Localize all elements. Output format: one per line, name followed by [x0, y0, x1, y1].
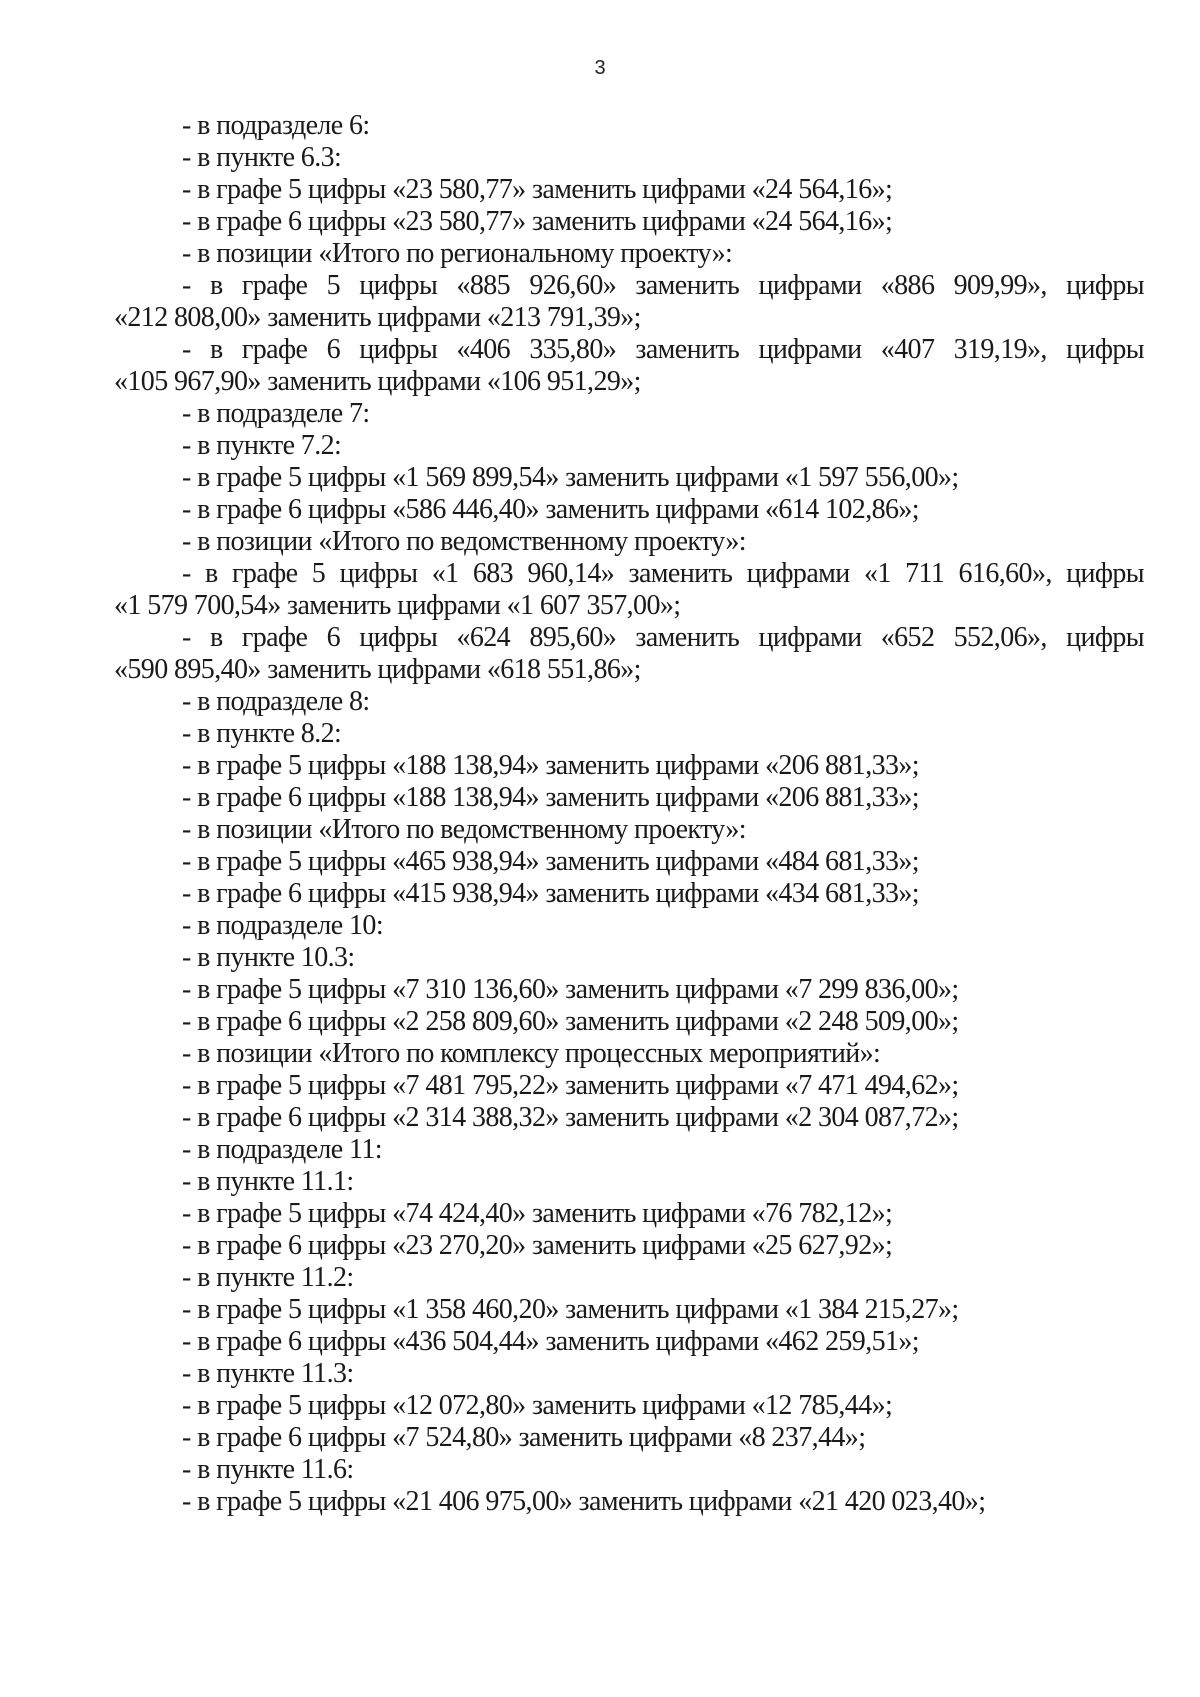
text-line: «212 808,00» заменить цифрами «213 791,39»;	[114, 302, 641, 333]
text-line: - в графе 6 цифры «23 580,77» заменить цифрами «24 564,16»;	[182, 206, 893, 237]
text-line: - в графе 5 цифры «1 358 460,20» заменить цифрами «1 384 215,27»;	[182, 1294, 959, 1325]
text-line: - в графе 5 цифры «21 406 975,00» заменить цифрами «21 420 023,40»;	[182, 1486, 986, 1517]
text-line: - в графе 6 цифры «188 138,94» заменить цифрами «206 881,33»;	[182, 782, 919, 813]
text-line: - в графе 5 цифры «885 926,60» заменить цифрами «886 909,99», цифры	[182, 270, 1144, 301]
text-line: - в подразделе 8:	[182, 686, 370, 717]
text-line: - в подразделе 6:	[182, 110, 370, 141]
text-line: - в позиции «Итого по ведомственному проекту»:	[182, 526, 746, 557]
text-line: - в пункте 8.2:	[182, 718, 342, 749]
text-line: - в пункте 10.3:	[182, 942, 355, 973]
text-line: - в пункте 11.2:	[182, 1262, 354, 1293]
text-line: - в подразделе 11:	[182, 1134, 382, 1165]
text-line: - в графе 5 цифры «7 481 795,22» заменить цифрами «7 471 494,62»;	[182, 1070, 959, 1101]
text-line: - в позиции «Итого по ведомственному проекту»:	[182, 814, 746, 845]
text-line: - в графе 6 цифры «586 446,40» заменить цифрами «614 102,86»;	[182, 494, 919, 525]
text-line: - в графе 5 цифры «1 569 899,54» заменить цифрами «1 597 556,00»;	[182, 462, 959, 493]
text-line: - в графе 5 цифры «7 310 136,60» заменить цифрами «7 299 836,00»;	[182, 974, 959, 1005]
text-line: - в графе 5 цифры «74 424,40» заменить цифрами «76 782,12»;	[182, 1198, 893, 1229]
text-line: - в позиции «Итого по региональному проекту»:	[182, 238, 733, 269]
text-line: - в подразделе 7:	[182, 398, 370, 429]
text-line: - в графе 5 цифры «1 683 960,14» заменить цифрами «1 711 616,60», цифры	[182, 558, 1144, 589]
text-line: - в графе 6 цифры «415 938,94» заменить цифрами «434 681,33»;	[182, 878, 919, 909]
text-line: - в пункте 7.2:	[182, 430, 342, 461]
text-line: - в позиции «Итого по комплексу процессных мероприятий»:	[182, 1038, 881, 1069]
page-number: 3	[594, 57, 606, 79]
text-line: - в подразделе 10:	[182, 910, 384, 941]
text-line: - в пункте 11.1:	[182, 1166, 354, 1197]
document-body	[114, 110, 1144, 1518]
text-line: - в пункте 11.3:	[182, 1358, 354, 1389]
text-line: - в графе 6 цифры «406 335,80» заменить цифрами «407 319,19», цифры	[182, 334, 1144, 365]
text-line: - в графе 6 цифры «2 258 809,60» заменить цифрами «2 248 509,00»;	[182, 1006, 959, 1037]
text-line: - в графе 5 цифры «23 580,77» заменить цифрами «24 564,16»;	[182, 174, 893, 205]
text-line: - в графе 6 цифры «23 270,20» заменить цифрами «25 627,92»;	[182, 1230, 893, 1261]
text-line: - в графе 6 цифры «2 314 388,32» заменить цифрами «2 304 087,72»;	[182, 1102, 959, 1133]
text-line: «1 579 700,54» заменить цифрами «1 607 357,00»;	[114, 590, 681, 621]
text-line: - в графе 5 цифры «12 072,80» заменить цифрами «12 785,44»;	[182, 1390, 893, 1421]
text-line: - в графе 6 цифры «624 895,60» заменить цифрами «652 552,06», цифры	[182, 622, 1144, 653]
text-line: - в графе 5 цифры «465 938,94» заменить цифрами «484 681,33»;	[182, 846, 919, 877]
text-line: - в пункте 11.6:	[182, 1454, 354, 1485]
text-line: - в графе 6 цифры «7 524,80» заменить цифрами «8 237,44»;	[182, 1422, 866, 1453]
text-line: «590 895,40» заменить цифрами «618 551,86»;	[114, 654, 641, 685]
text-line: - в пункте 6.3:	[182, 142, 342, 173]
text-line: - в графе 5 цифры «188 138,94» заменить цифрами «206 881,33»;	[182, 750, 919, 781]
text-line: - в графе 6 цифры «436 504,44» заменить цифрами «462 259,51»;	[182, 1326, 919, 1357]
text-line: «105 967,90» заменить цифрами «106 951,29»;	[114, 366, 641, 397]
